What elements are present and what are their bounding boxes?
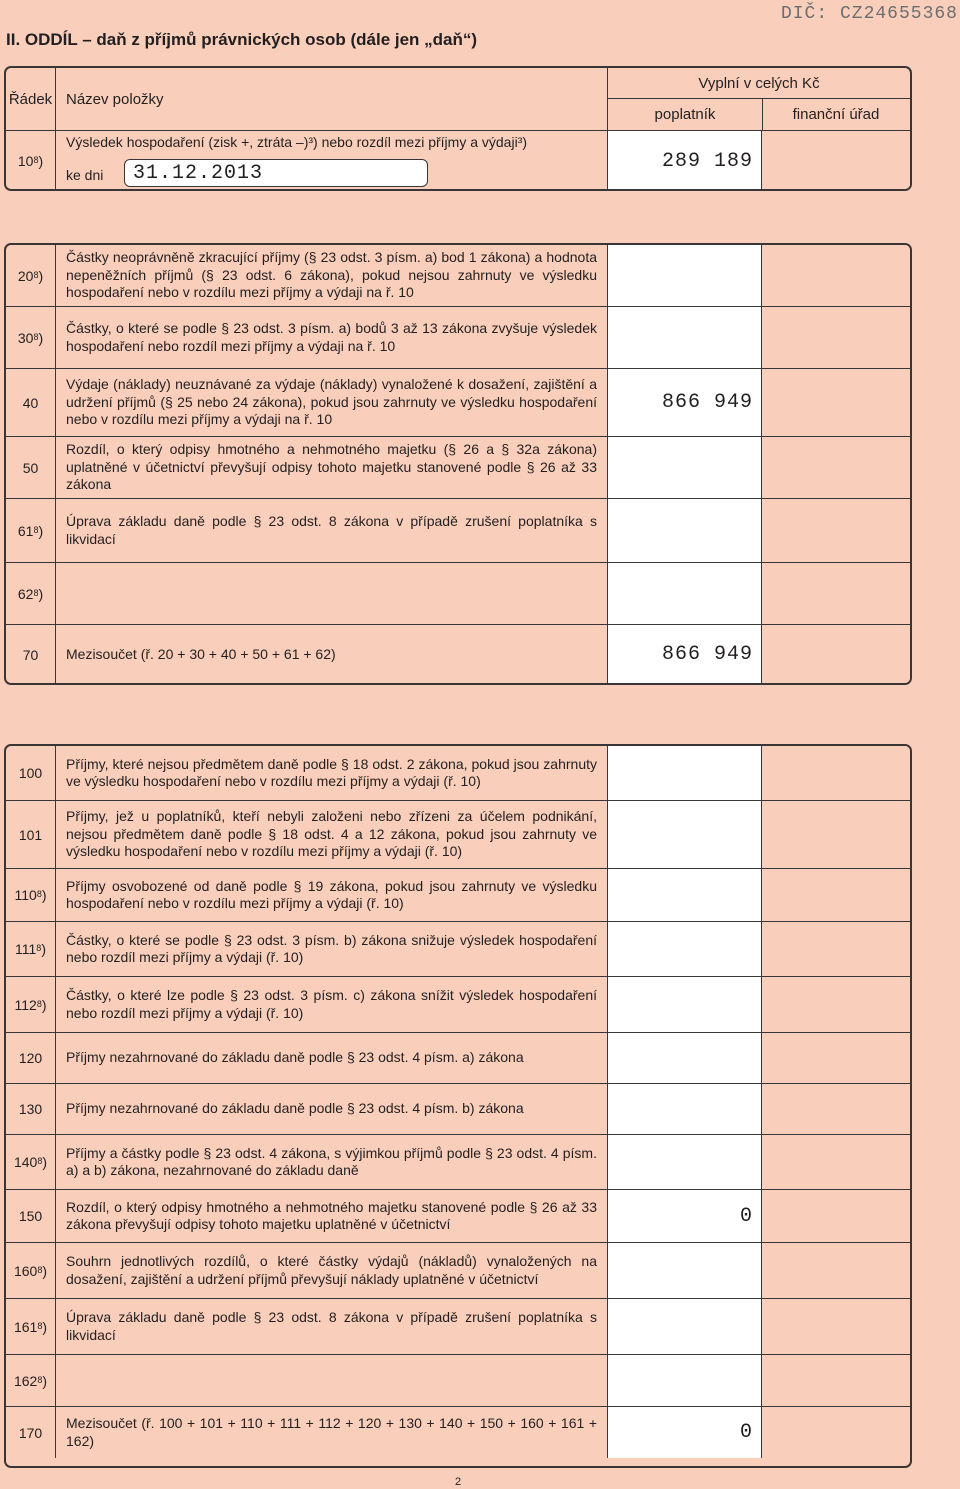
office-value (762, 1033, 910, 1083)
row-number-value: 20 (17, 267, 34, 284)
row-number-value: 112 (14, 996, 37, 1013)
col-name-header: Název položky (56, 68, 608, 130)
row-description-text: Příjmy, jež u poplatníků, kteří nebyli založeni nebo zřízeni za účelem podnikání, nejsou předmětem daně podle § 18 odst. 4 a 12 zákona, pokud jsou zahrnuty ve výsledku hospodaření nebo v rozdílu mezi příjmy a výdaji (ř. 10) (66, 808, 597, 860)
col-office-header: finanční úřad (792, 105, 880, 123)
row-description-text: Částky neoprávněně zkracující příjmy (§ 23 odst. 3 písm. a) bod 1 zákona) a hodnota nepeněžních příjmů (§ 23 odst. 6 zákona), pokud nejsou zahrnuty ve výsledku hospodaření nebo v rozdílu mezi příjmy a výdaji na ř. 10 (66, 249, 597, 301)
payer-value[interactable] (608, 499, 762, 562)
row-description (56, 1243, 608, 1298)
row-description (56, 245, 608, 306)
row-description (56, 369, 608, 436)
row-footnote: 8 (36, 943, 42, 953)
office-value (762, 625, 910, 684)
date-field[interactable]: 31.12.2013 (124, 159, 428, 187)
payer-value[interactable]: 0 (608, 1190, 762, 1242)
row-description (56, 1084, 608, 1134)
row-footnote: 8 (33, 524, 39, 535)
row-description (56, 869, 608, 921)
row-number: 160 $^8$ ) (6, 1243, 56, 1298)
table-row (6, 1032, 910, 1083)
fill-header (608, 68, 910, 130)
office-value (762, 563, 910, 624)
office-value-10 (762, 131, 910, 191)
row-number-value: 10 (17, 153, 34, 169)
row-description (56, 1355, 608, 1406)
payer-value-10[interactable]: 289 189 (608, 131, 762, 191)
row-number (6, 1084, 56, 1134)
row-number-value: 161 (13, 1318, 38, 1335)
table-row (6, 245, 910, 306)
payer-value[interactable]: 866 949 (608, 625, 762, 684)
row-description (56, 1135, 608, 1189)
table-row (6, 1189, 910, 1242)
payer-value[interactable] (608, 869, 762, 921)
dic-prefix: DIČ: (780, 4, 829, 24)
row-description-text: Mezisoučet (ř. 100 + 101 + 110 + 111 + 112 + 120 + 130 + 140 + 150 + 160 + 161 + 162) (66, 1415, 597, 1449)
row-number (6, 1190, 56, 1242)
row-footnote: 8 (37, 1374, 43, 1385)
row-number-value: 120 (18, 1050, 43, 1066)
row-number: 140 $^8$ ) (6, 1135, 56, 1189)
table-row (6, 800, 910, 868)
table-row (6, 746, 910, 800)
payer-value[interactable] (608, 1033, 762, 1083)
row-number-value: 101 (18, 826, 43, 843)
adjustments-box (4, 243, 912, 685)
payer-value[interactable] (608, 1299, 762, 1354)
row-description (56, 1407, 608, 1458)
payer-value[interactable] (608, 746, 762, 800)
row-description-text: Příjmy nezahrnované do základu daně podle § 23 odst. 4 písm. a) zákona (66, 1049, 524, 1066)
row-footnote: 8 (33, 331, 39, 342)
row-number: 61 $^8$ ) (6, 499, 56, 562)
row-footnote: 8 (37, 1156, 43, 1166)
row-number-value: 130 (18, 1101, 43, 1117)
table-row (6, 1298, 910, 1354)
office-value (762, 1135, 910, 1189)
office-value (762, 1299, 910, 1354)
row-description (56, 1299, 608, 1354)
row-description (56, 307, 608, 368)
dic-value: CZ24655368 (839, 4, 958, 24)
page-number: 2 (455, 1476, 462, 1488)
row-number (6, 1407, 56, 1458)
payer-value[interactable] (608, 437, 762, 498)
row-description (56, 499, 608, 562)
row-number-value: 140 (13, 1154, 38, 1170)
row-number: 62 $^8$ ) (6, 563, 56, 624)
row-number-value: 50 (22, 459, 39, 476)
row-description-text: Úprava základu daně podle § 23 odst. 8 zákona v případě zrušení poplatníka s likvidací (66, 1309, 597, 1343)
header-box (4, 66, 912, 191)
row-number-value: 62 (17, 585, 34, 602)
row-number: 110 $^8$ ) (6, 869, 56, 921)
payer-value[interactable] (608, 801, 762, 868)
row-description (56, 1033, 608, 1083)
row-footnote: 8 (37, 1320, 43, 1331)
payer-value[interactable] (608, 1135, 762, 1189)
office-value (762, 1190, 910, 1242)
payer-value[interactable] (608, 977, 762, 1032)
table-row (6, 868, 910, 921)
office-value (762, 1084, 910, 1134)
row-description (56, 563, 608, 624)
office-value (762, 977, 910, 1032)
row-description (56, 801, 608, 868)
row-number-value: 111 (15, 941, 37, 957)
row-number: 162 $^8$ ) (6, 1355, 56, 1406)
row-description-text: Souhrn jednotlivých rozdílů, o které částky výdajů (nákladů) vynaložených na dosažení, zajištění a udržení příjmů převyšují náklady uplatněné v účetnictví (66, 1253, 597, 1287)
payer-value[interactable] (608, 563, 762, 624)
row-number (6, 746, 56, 800)
office-value (762, 499, 910, 562)
row-number-value: 170 (18, 1424, 43, 1441)
office-value (762, 1243, 910, 1298)
office-value (762, 369, 910, 436)
row-number-value: 110 (14, 887, 37, 903)
office-value (762, 1407, 910, 1458)
row-number: 20 $^8$ ) (6, 245, 56, 306)
payer-value[interactable]: 866 949 (608, 369, 762, 436)
row-footnote: 8 (36, 998, 42, 1009)
row-description-text: Částky, o které lze podle § 23 odst. 3 písm. c) zákona snížit výsledek hospodaření nebo rozdíl mezi příjmy a výdaji (ř. 10) (66, 987, 597, 1021)
row-footnote: 8 (33, 269, 39, 280)
payer-value[interactable] (608, 1355, 762, 1406)
row-number-value: 100 (18, 765, 43, 781)
row-description (56, 437, 608, 498)
row-description-text: Příjmy a částky podle § 23 odst. 4 zákona, s výjimkou příjmů podle § 23 odst. 4 písm. a) a b) zákona, nezahrnované do základu daně (66, 1144, 597, 1178)
table-row (6, 1406, 910, 1458)
row-number-value: 61 (17, 522, 34, 539)
table-row (6, 976, 910, 1032)
table-row (6, 1134, 910, 1189)
office-value (762, 1355, 910, 1406)
office-value (762, 307, 910, 368)
row-number-value: 162 (13, 1372, 38, 1389)
row-description-text: Úprava základu daně podle § 23 odst. 8 zákona v případě zrušení poplatníka s likvidací (66, 513, 597, 547)
payer-value[interactable] (608, 1084, 762, 1134)
payer-value[interactable] (608, 922, 762, 976)
office-value (762, 922, 910, 976)
row-description (56, 746, 608, 800)
row-number (6, 369, 56, 436)
table-row (6, 921, 910, 976)
row-description (56, 1190, 608, 1242)
row-description-text: Rozdíl, o který odpisy hmotného a nehmotného majetku (§ 26 a § 32a zákona) uplatněné v účetnictví převyšují odpisy tohoto majetku stanovené podle § 26 až 33 zákona (66, 441, 597, 493)
deductions-box (4, 744, 912, 1468)
col-row-header: Řádek (6, 68, 56, 130)
row-number-value: 70 (22, 646, 39, 663)
row-description-text: Příjmy, které nejsou předmětem daně podle § 18 odst. 2 zákona, pokud jsou zahrnuty ve výsledku hospodaření nebo v rozdílu mezi příjmy a výdaji (ř. 10) (66, 755, 597, 789)
table-row (6, 1242, 910, 1298)
row-description-text: Částky, o které se podle § 23 odst. 3 písm. a) bodů 3 až 13 zákona zvyšuje výsledek hospodaření nebo rozdíl mezi příjmy a výdaji na ř. 10 (66, 320, 597, 354)
col-payer-header: poplatník (608, 98, 763, 130)
row-description-text: Rozdíl, o který odpisy hmotného a nehmotného majetku stanovené podle § 26 až 33 zákona převyšují odpisy tohoto majetku uplatněné v účetnictví (66, 1198, 597, 1232)
office-value (762, 746, 910, 800)
payer-value[interactable] (608, 307, 762, 368)
row-description (56, 131, 608, 191)
table-row (6, 306, 910, 368)
row-number: 30 $^8$ ) (6, 307, 56, 368)
payer-value[interactable]: 0 (608, 1407, 762, 1458)
table-row (6, 562, 910, 624)
row-footnote: 8 (37, 1264, 43, 1275)
row-number (6, 801, 56, 868)
row-description-text: Příjmy osvobozené od daně podle § 19 zákona, pokud jsou zahrnuty ve výsledku hospodaření nebo v rozdílu mezi příjmy a výdaji (ř. 10) (66, 877, 597, 911)
row-number-value: 150 (18, 1208, 43, 1224)
office-value (762, 437, 910, 498)
row-number: 112 $^8$ ) (6, 977, 56, 1032)
row-number-value: 40 (22, 394, 39, 411)
row-description-text: Částky, o které se podle § 23 odst. 3 písm. b) zákona snižuje výsledek hospodaření nebo rozdíl mezi příjmy a výdaji (ř. 10) (66, 931, 597, 965)
row-number (6, 1033, 56, 1083)
table-row (6, 436, 910, 498)
table-row (6, 1083, 910, 1134)
dic-label (781, 4, 958, 24)
row-number: 111 $^8$ ) (6, 922, 56, 976)
row-description-text: Příjmy nezahrnované do základu daně podle § 23 odst. 4 písm. b) zákona (66, 1100, 524, 1117)
row-number-value: 160 (13, 1262, 38, 1279)
row-description (56, 922, 608, 976)
table-row-10 (6, 130, 910, 191)
office-value (762, 801, 910, 868)
table-row (6, 498, 910, 562)
table-row (6, 624, 910, 684)
payer-value[interactable] (608, 1243, 762, 1298)
row-number: 161 $^8$ ) (6, 1299, 56, 1354)
row-description (56, 625, 608, 684)
row-description-text: Výdaje (náklady) neuznávané za výdaje (náklady) vynaložené k dosažení, zajištění a udržení příjmů (§ 25 nebo 24 zákona), pokud jsou zahrnuty ve výsledku hospodaření nebo v rozdílu mezi příjmy a výdaji na ř. 10 (66, 376, 597, 428)
col-fill-header: Vyplní v celých Kč (608, 68, 910, 99)
row-footnote: 8 (36, 889, 42, 899)
row-description (56, 977, 608, 1032)
row-footnote: 8 (33, 155, 39, 165)
row-10-text: Výsledek hospodaření (zisk +, ztráta –)³) nebo rozdíl mezi příjmy a výdaji³) (66, 134, 528, 150)
payer-value[interactable] (608, 245, 762, 306)
row-description-text: Mezisoučet (ř. 20 + 30 + 40 + 50 + 61 + 62) (66, 645, 336, 662)
row-number (6, 437, 56, 498)
row-number (6, 625, 56, 684)
office-value (762, 869, 910, 921)
ke-dni-label: ke dni (66, 167, 104, 183)
table-row (6, 368, 910, 436)
row-number: 10 $^8$ ) (6, 131, 56, 191)
section-title: II. ODDÍL – daň z příjmů právnických osob (dále jen „daň“) (6, 30, 478, 49)
row-number-value: 30 (17, 329, 34, 346)
table-row (6, 1354, 910, 1406)
office-value (762, 245, 910, 306)
row-footnote: 8 (33, 587, 39, 598)
table-header-row (6, 68, 910, 130)
